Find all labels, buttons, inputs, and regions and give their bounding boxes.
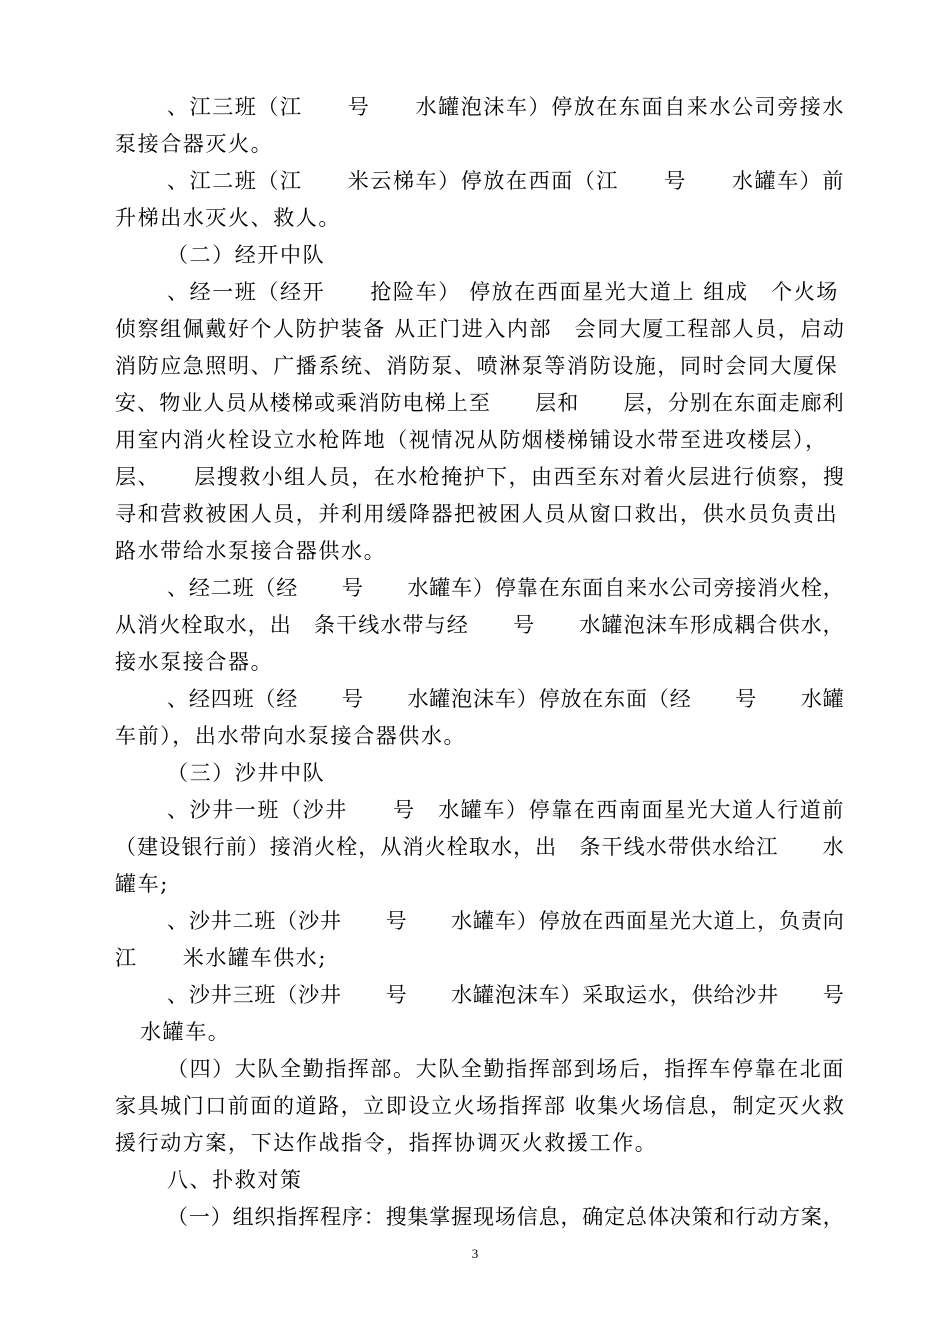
- text-line: 江 米水罐车供水;: [115, 946, 328, 970]
- text-line: 、沙井二班（沙井 号 水罐车）停放在西面星光大道上，负责向: [167, 909, 845, 933]
- text-line: 、经四班（经 号 水罐泡沫车）停放在东面（经 号 水罐: [167, 687, 845, 711]
- section-heading: （三）沙井中队: [167, 761, 326, 785]
- text-line: 家具城门口前面的道路，立即设立火场指挥部 收集火场信息，制定灭火救: [115, 1094, 846, 1118]
- text-line: 、江二班（江 米云梯车）停放在西面（江 号 水罐车）前: [167, 169, 845, 193]
- text-line: 寻和营救被困人员，并利用缓降器把被困人员从窗口救出，供水员负责出: [115, 502, 839, 526]
- section-heading: 八、扑救对策: [167, 1168, 303, 1192]
- text-line: 水罐车。: [140, 1020, 231, 1044]
- text-line: 层、 层搜救小组人员，在水枪掩护下，由西至东对着火层进行侦察，搜: [115, 465, 846, 489]
- text-line: 、经一班（经开 抢险车） 停放在西面星光大道上 组成 个火场: [167, 280, 839, 304]
- text-line: 、沙井三班（沙井 号 水罐泡沫车）采取运水，供给沙井 号: [167, 983, 845, 1007]
- text-line: 罐车;: [115, 872, 169, 896]
- text-line: （四）大队全勤指挥部。大队全勤指挥部到场后，指挥车停靠在北面: [167, 1057, 845, 1081]
- text-line: 接水泵接合器。: [115, 650, 274, 674]
- text-line: 安、物业人员从楼梯或乘消防电梯上至 层和 层，分别在东面走廊利: [115, 391, 845, 415]
- text-line: 从消火栓取水，出 条干线水带与经 号 水罐泡沫车形成耦合供水，: [115, 613, 845, 637]
- text-line: 侦察组佩戴好个人防护装备 从正门进入内部 会同大厦工程部人员，启动: [115, 317, 846, 341]
- text-line: 用室内消火栓设立水枪阵地（视情况从防烟楼梯铺设水带至进攻楼层），: [115, 428, 828, 452]
- text-line: 路水带给水泵接合器供水。: [115, 539, 387, 563]
- page-number: 3: [471, 1246, 479, 1261]
- text-line: 车前），出水带向水泵接合器供水。: [115, 724, 467, 748]
- text-line: 、经二班（经 号 水罐车）停靠在东面自来水公司旁接消火栓，: [167, 576, 845, 600]
- text-line: （一）组织指挥程序：搜集掌握现场信息，确定总体决策和行动方案，: [167, 1205, 845, 1229]
- text-line: （建设银行前）接消火栓，从消火栓取水，出 条干线水带供水给江 水: [115, 835, 845, 859]
- text-line: 泵接合器灭火。: [115, 132, 274, 156]
- text-line: 援行动方案，下达作战指令，指挥协调灭火救援工作。: [115, 1131, 658, 1155]
- text-line: 升梯出水灭火、救人。: [115, 206, 341, 230]
- section-heading: （二）经开中队: [167, 243, 326, 267]
- text-line: 、江三班（江 号 水罐泡沫车）停放在东面自来水公司旁接水: [167, 95, 845, 119]
- text-line: 、沙井一班（沙井 号 水罐车）停靠在西南面星光大道人行道前: [167, 798, 845, 822]
- text-line: 消防应急照明、广播系统、消防泵、喷淋泵等消防设施，同时会同大厦保: [115, 354, 839, 378]
